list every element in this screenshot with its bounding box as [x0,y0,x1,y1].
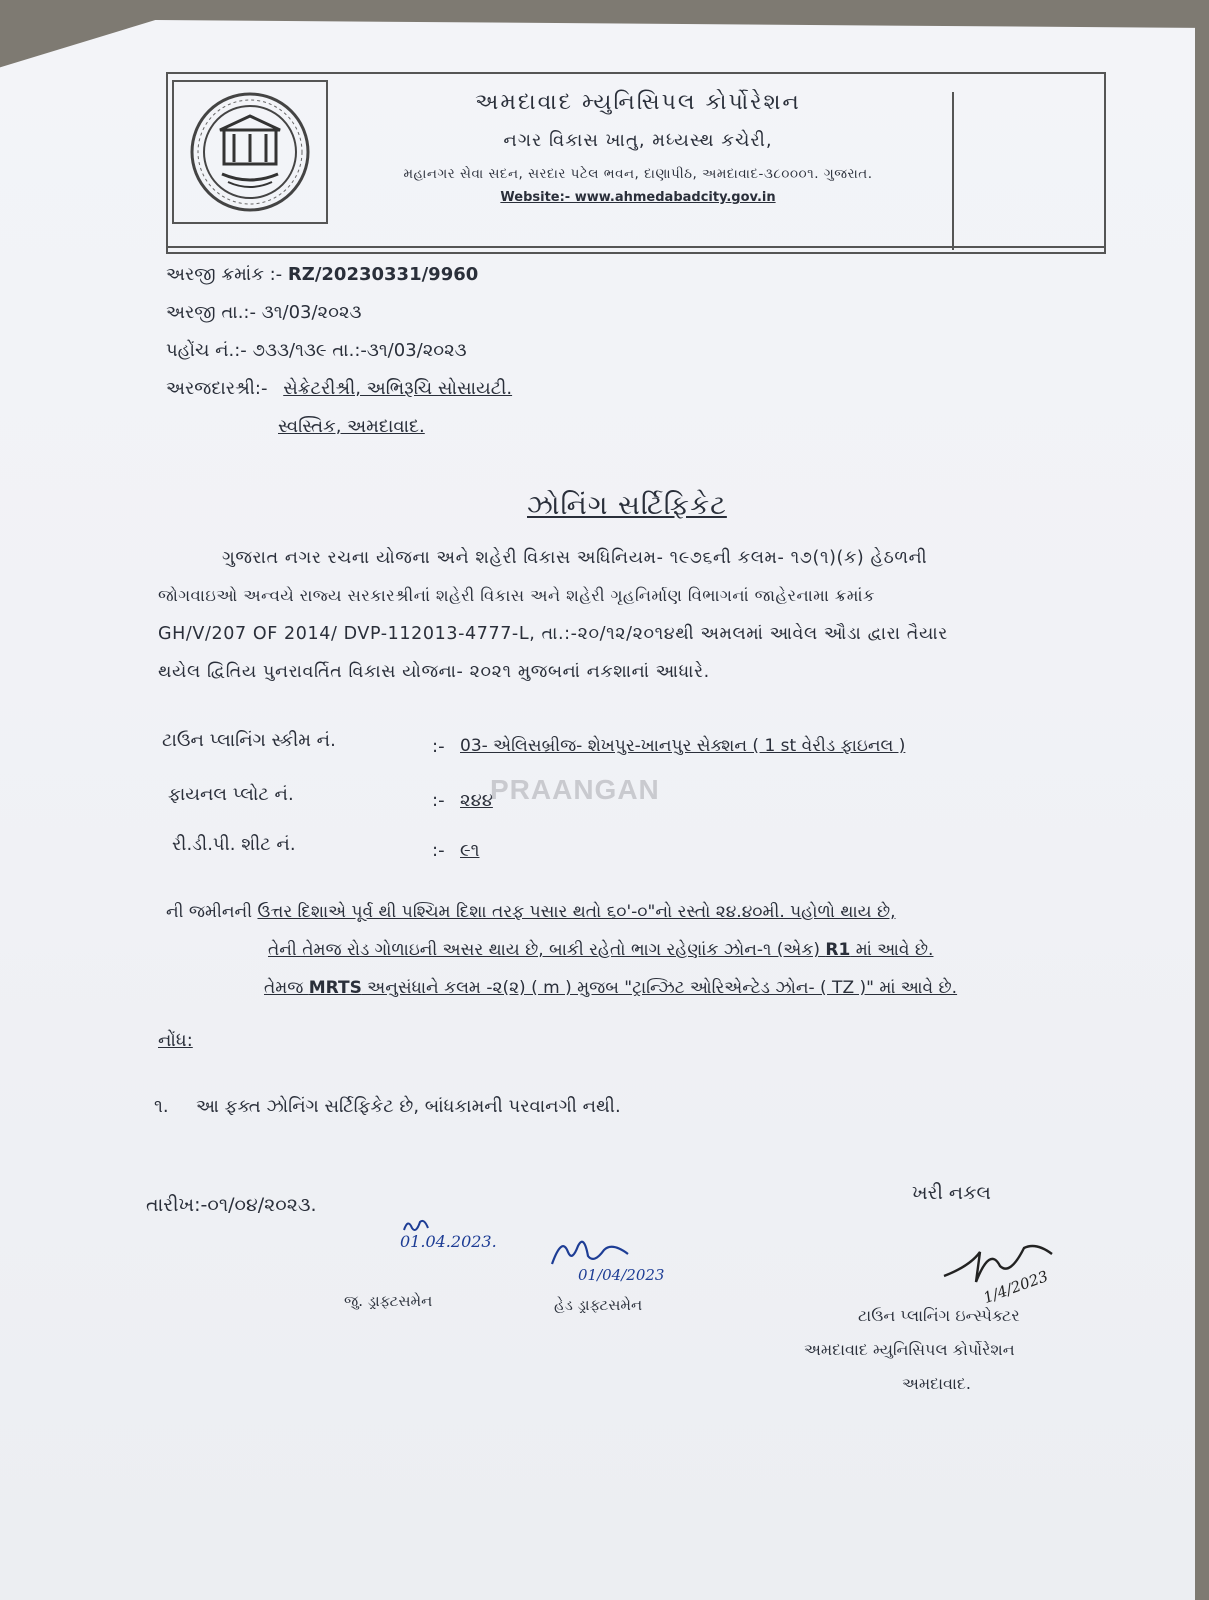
letterhead-divider [168,246,1104,248]
junior-draftsman-signature-date: 01.04.2023. [400,1232,497,1251]
zoning-line-1-row [166,902,896,922]
department-name: નગર વિકાસ ખાતુ, મધ્યસ્થ કચેરી, [503,130,773,151]
head-draftsman-signature-date: 01/04/2023 [578,1266,665,1284]
rdp-sheet-sep: :- [432,840,445,861]
mrts-label: MRTS [308,978,362,998]
intro-line-3: GH/V/207 OF 2014/ DVP-112013-4777-L, તા.:-૨૦/૧૨/૨૦૧૪થી અમલમાં આવેલ ઔડા દ્વારા તૈયાર [158,624,948,644]
final-plot-label: ફાયનલ પ્લોટ નં. [168,784,294,805]
junior-initials-signature-icon [402,1216,442,1236]
watermark: PRAANGAN [490,774,660,805]
inspector-title: ટાઉન પ્લાનિંગ ઇન્સ્પેક્ટર [858,1306,1020,1325]
zoning-line-2-end: માં આવે છે. [850,940,934,960]
note-item-number: ૧. [154,1096,169,1117]
website-link[interactable]: Website:- www.ahmedabadcity.gov.in [500,190,776,205]
zone-code: R1 [825,940,851,960]
inspector-signature-date: 1/4/2023 [980,1267,1051,1307]
junior-draftsman-title: જુ. ડ્રાફ્ટસમેન [344,1292,433,1310]
receipt-number: પહોંચ નં.:- ૭૩૩/૧૩૯ તા.:-૩૧/03/૨૦૨૩ [166,340,467,361]
certificate-title: ઝોનિંગ સર્ટિફિકેટ [527,490,727,521]
zoning-prefix: ની જમીનની [166,902,253,922]
inspector-organization: અમદાવાદ મ્યુનિસિપલ કોર્પોરેશન [804,1340,1015,1359]
org-name: અમદાવાદ મ્યુનિસિપલ કોર્પોરેશન [475,90,801,115]
head-draftsman-title: હેડ ડ્રાફ્ટસમેન [554,1296,643,1314]
zoning-line-2-text: તેની તેમજ રોડ ગોળાઇની અસર થાય છે, બાકી રહેતો ભાગ રહેણાંક ઝોન-૧ (એક) [268,940,826,960]
note-item-text: આ ફક્ત ઝોનિંગ સર્ટિફિકેટ છે, બાંધકામની પરવાનગી નથી. [196,1096,621,1117]
zoning-line-3-text: તેમજ [264,978,309,998]
letterhead-right-box [952,92,1104,250]
note-label: નોંધ: [158,1030,193,1051]
applicant-name: સેક્રેટરીશ્રી, અભિરૂચિ સોસાયટી. [283,378,513,399]
true-copy-label: ખરી નકલ [912,1182,991,1204]
final-plot-sep: :- [432,790,445,811]
application-date: અરજી તા.:- ૩૧/03/૨૦૨૩ [166,302,362,323]
final-plot-value: ૨૪૪ [460,790,493,811]
applicant-label: અરજદારશ્રી:- [166,378,268,399]
application-number-value: RZ/20230331/9960 [287,264,479,285]
zoning-line-2 [268,940,933,960]
rdp-sheet-value: ૯૧ [460,840,480,861]
amc-seal-icon [174,82,326,222]
application-number-row [166,264,478,285]
inspector-city: અમદાવાદ. [902,1374,971,1393]
intro-line-2: જોગવાઇઓ અન્વયે રાજ્ય સરકારશ્રીનાં શહેરી વિકાસ અને શહેરી ગૃહનિર્માણ વિભાગનાં જાહેરનામા ક્રમાંક [158,586,875,605]
applicant-address: સ્વસ્તિક, અમદાવાદ. [278,416,425,437]
intro-line-1: ગુજરાત નગર રચના યોજના અને શહેરી વિકાસ અધિનિયમ- ૧૯૭૬ની કલમ- ૧૭(૧)(ક) હેઠળની [222,548,928,568]
document-page [0,20,1195,1600]
application-number-label: અરજી ક્રમાંક :- [166,264,283,285]
zoning-line-1: ઉત્તર દિશાએ પૂર્વ થી પશ્ચિમ દિશા તરફ પસાર થતો ૬૦'-૦"નો રસ્તો ૨૪.૪૦મી. પહોળો થાય છે, [257,902,896,922]
rdp-sheet-label: રી.ડી.પી. શીટ નં. [172,834,296,855]
tp-scheme-sep: :- [432,736,445,757]
zoning-line-3 [264,978,957,998]
intro-line-4: થયેલ દ્વિતિય પુનરાવર્તિત વિકાસ યોજના- ૨૦૨૧ મુજબનાં નકશાનાં આધારે. [158,662,710,682]
zoning-line-3-end: અનુસંધાને કલમ -૨(૨) ( m ) મુજબ "ટ્રાન્ઝિટ ઓરિએન્ટેડ ઝોન- ( TZ )" માં આવે છે. [361,978,958,998]
tp-scheme-label: ટાઉન પ્લાનિંગ સ્કીમ નં. [162,730,336,751]
office-address: મહાનગર સેવા સદન, સરદાર પટેલ ભવન, દાણાપીઠ, અમદાવાદ-૩૮૦૦૦૧. ગુજરાત. [403,166,873,182]
certificate-date: તારીખ:-૦૧/૦૪/૨૦૨૩. [146,1194,317,1216]
tp-scheme-value: 03- એલિસબ્રીજ- શેખપુર-ખાનપુર સેક્શન ( 1 st વેરીડ ફાઇનલ ) [460,736,906,756]
seal-box [172,80,328,224]
applicant-row [166,378,512,399]
letterhead [166,72,1106,254]
